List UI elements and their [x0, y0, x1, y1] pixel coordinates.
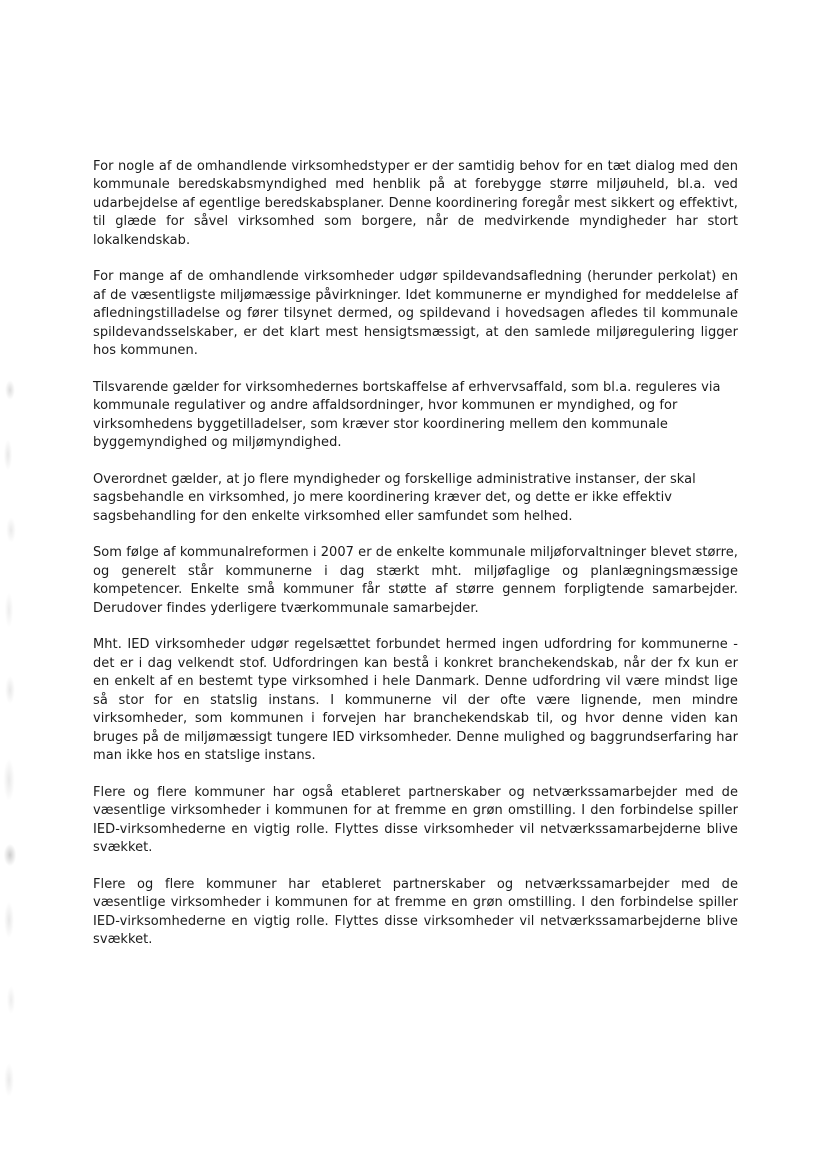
paragraph: Mht. IED virksomheder udgør regelsættet forbundet hermed ingen udfordring for kommunerne - det er i dag velkendt stof. Udfordringen kan bestå i konkret branchekendskab, når der fx kun er en enkelt af en bestemt type virksomhed i hele Danmark. Denne udfordring vil være mindst lige så stor for en statslig instans. I kommunerne vil der ofte være lignende, men mindre virksomheder, som kommunen i forvejen har branchekendskab til, og hvor denne viden kan bruges på de miljømæssigt tungere IED virksomheder. Denne mulighed og baggrundserfaring har man ikke hos en statslige instans.: [93, 637, 738, 763]
paragraph: Som følge af kommunalreformen i 2007 er de enkelte kommunale miljøforvaltninger blevet større, og generelt står kommunerne i dag stærkt mht. miljøfaglige og planlægningsmæssige kompetencer. Enkelte små kommuner får støtte af større gennem forpligtende samarbejder. Derudover findes yderligere tværkommunale samarbejder.: [93, 545, 738, 616]
paragraph: Flere og flere kommuner har også etableret partnerskaber og netværkssamarbejder med de væsentlige virksomheder i kommunen for at fremme en grøn omstilling. I den forbindelse spiller IED-virksomhederne en vigtig rolle. Flyttes disse virksomheder vil netværkssamarbejderne blive svækket.: [93, 784, 738, 855]
document-text-block: [93, 158, 738, 968]
paragraph: For mange af de omhandlende virksomheder udgør spildevandsafledning (herunder perkolat) en af de væsentligste miljømæssige påvirkninger. Idet kommunerne er myndighed for meddelelse af afledningstilladelse og fører tilsynet dermed, og spildevand i hovedsagen afledes til kommunale spildevandsselskaber, er det klart mest hensigtsmæssigt, at den samlede miljøregulering ligger hos kommunen.: [93, 269, 738, 359]
scan-artifact-left-edge: [0, 360, 22, 1160]
paragraph: Flere og flere kommuner har etableret partnerskaber og netværkssamarbejder med de væsentlige virksomheder i kommunen for at fremme en grøn omstilling. I den forbindelse spiller IED-virksomhederne en vigtig rolle. Flyttes disse virksomheder vil netværkssamarbejderne blive svækket.: [93, 876, 738, 947]
paragraph: For nogle af de omhandlende virksomhedstyper er der samtidig behov for en tæt dialog med den kommunale beredskabsmyndighed med henblik på at forebygge større miljøuheld, bl.a. ved udarbejdelse af egentlige beredskabsplaner. Denne koordinering foregår mest sikkert og effektivt, til glæde for såvel virksomhed som borgere, når de medvirkende myndigheder har stort lokalkendskab.: [93, 159, 738, 248]
paragraph: Overordnet gælder, at jo flere myndigheder og forskellige administrative instanser, der skal sagsbehandle en virksomhed, jo mere koordinering kræver det, og dette er ikke effektiv sagsbehandling for den enkelte virksomhed eller samfundet som helhed.: [93, 471, 696, 524]
paragraph: Tilsvarende gælder for virksomhedernes bortskaffelse af erhvervsaffald, som bl.a. reguleres via kommunale regulativer og andre affaldsordninger, hvor kommunen er myndighed, og for virksomhedens byggetilladelser, som kræver stor koordinering mellem den kommunale byggemyndighed og miljømyndighed.: [93, 379, 721, 451]
